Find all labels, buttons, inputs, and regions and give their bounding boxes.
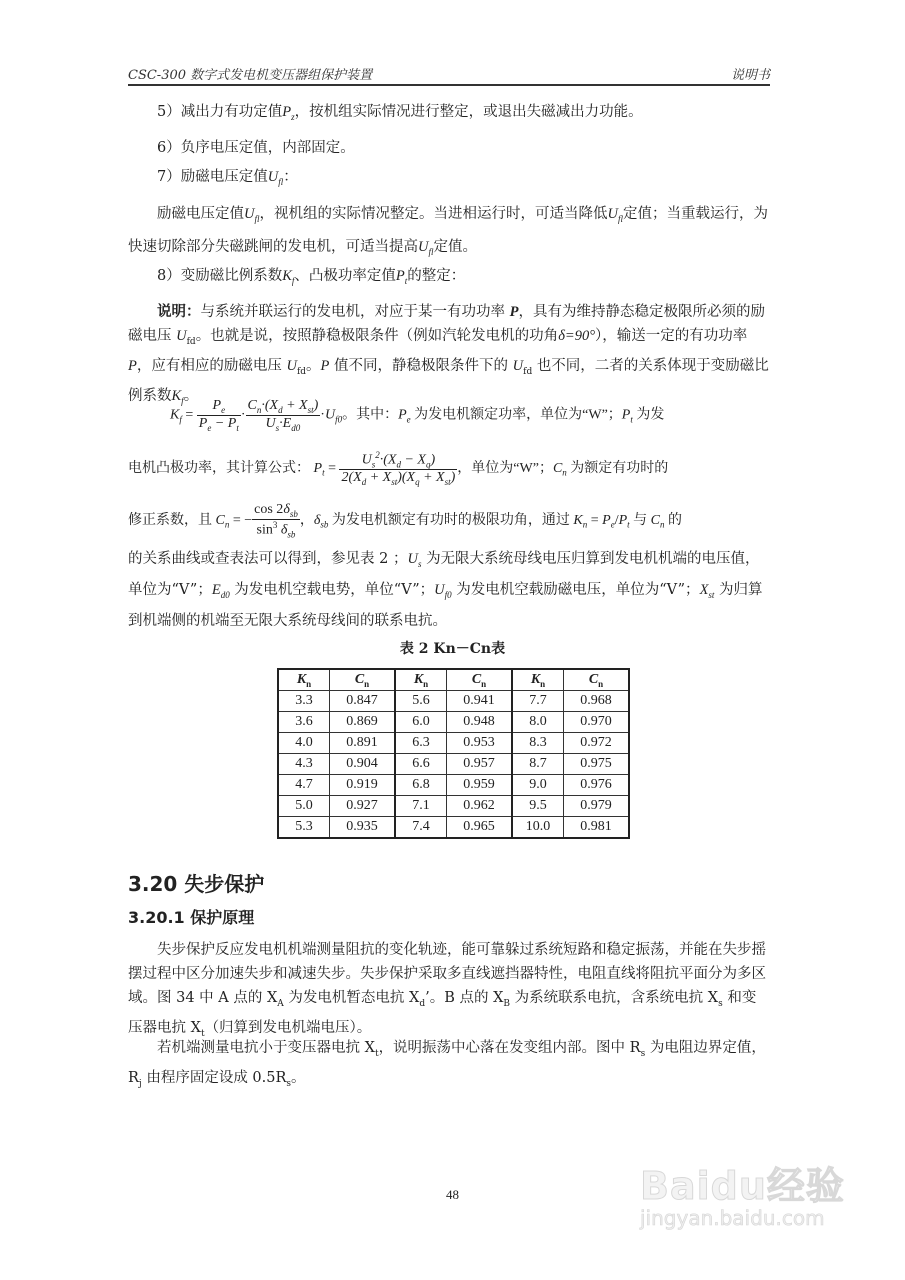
table-caption: 表 2 Kn－Cn表 [399,641,506,657]
cn-cell: 0.976 [564,775,630,796]
item-7-description: 励磁电压定值$U_{fl}$，视机组的实际情况整定。当进相运行时，可适当降低$U_{fl}$定值；当重载运行，为快速切除部分失磁跳闸的发电机，可适当提高$U_{fl}$定值。 [128,206,768,257]
cn-cell: 0.979 [564,796,630,817]
table-row [278,775,629,796]
kn-cell: 7.4 [395,817,447,839]
cn-cell: 0.927 [330,796,396,817]
kn-cell: 3.3 [278,691,330,712]
header-doc-type: 说明书 [730,68,770,83]
cn-cell: 0.968 [564,691,630,712]
kn-cell: 6.0 [395,712,447,733]
table-row [278,754,629,775]
watermark-logo: Baidu经验 [640,1164,845,1208]
cn-cell: 0.904 [330,754,396,775]
item-6: 6）负序电压定值，内部固定。 [157,140,355,156]
cn-cell: 0.972 [564,733,630,754]
watermark-url: jingyan.baidu.com [640,1206,825,1230]
kn-cell: 7.7 [512,691,564,712]
cn-cell: 0.957 [447,754,513,775]
cn-cell: 0.965 [447,817,513,839]
kn-cell: 10.0 [512,817,564,839]
kn-cell: 3.6 [278,712,330,733]
kn-cell: 6.3 [395,733,447,754]
page-number: 48 [446,1187,459,1202]
table-header-row: $K_n$ $C_n$ $K_n$ $C_n$ $K_n$ $C_n$ [278,669,629,691]
kn-cell: 6.6 [395,754,447,775]
kn-cell: 5.6 [395,691,447,712]
formula-kf: $K_f$ = $\frac{P_e}{P_e - P_t}$ · $\frac{C_n\cdot(X_d + X_{st})}{U_s\cdot E_{d0}}$ $\cdot U_{f0}$。其中：$P_e$ 为发电机额定功率，单位为“W”；$P_t$ 为发 [170,398,665,433]
cn-cell: 0.981 [564,817,630,839]
kn-cell: 9.0 [512,775,564,796]
cn-cell: 0.935 [330,817,396,839]
cn-cell: 0.975 [564,754,630,775]
formula-pt: 电机凸极功率，其计算公式： $P_t$ = $\frac{U_s^2\cdot(X_d - X_q)}{2(X_d + X_{st})(X_q + X_{st})}$ ，单位为“W”；$C_n$ 为额定有功时的 [128,450,669,488]
kn-cell: 5.0 [278,796,330,817]
cn-cell: 0.959 [447,775,513,796]
kn-cell: 6.8 [395,775,447,796]
kn-cell: 4.7 [278,775,330,796]
kn-cell: 8.3 [512,733,564,754]
section-heading: 3.20 失步保护 [128,872,265,896]
kn-cell: 4.3 [278,754,330,775]
kn-cell: 8.0 [512,712,564,733]
kn-cell: 4.0 [278,733,330,754]
baidu-jingyan-watermark [640,1155,870,1235]
table-row [278,796,629,817]
subsection-heading: 3.20.1 保护原理 [128,908,255,927]
kn-cn-table [277,668,630,839]
item-8: 8）变励磁比例系数$K_f$、凸极功率定值$P_t$的整定： [157,268,466,286]
cn-cell: 0.948 [447,712,513,733]
formula-cn: 修正系数，且 $C_n$ = − $\frac{\cos 2\delta_{sb}}{\sin^3 \delta_{sb}}$ ，$\delta_{sb}$ 为发电机额定有功时的极限功角，通过 $K_n = P_e/P_t$ 与 $C_n$ 的 [128,502,682,540]
table-row [278,691,629,712]
item-5: 5）减出力有功定值$P_z$，按机组实际情况进行整定，或退出失磁减出力功能。 [157,104,643,122]
table-row [278,733,629,754]
explanation-label: 说明： [157,303,201,320]
cn-cell: 0.891 [330,733,396,754]
table-row [278,817,629,839]
header-title: CSC-300 数字式发电机变压器组保护装置 [128,68,373,83]
kn-cell: 9.5 [512,796,564,817]
principle-paragraph-1: 失步保护反应发电机机端测量阻抗的变化轨迹，能可靠躲过系统短路和稳定振荡，并能在失步摇摆过程中区分加速失步和减速失步。失步保护采取多直线遮挡器特性，电阻直线将阻抗平面分为多区域。图 34 中 A 点的 $X_A$ 为发电机暂态电抗 $X_d$’。B 点的 $X_B$ 为系统联系电抗，含系统电抗 $X_s$ 和变压器电抗 $X_t$（归算到发电机端电压）。 [128,942,766,1039]
explanation-paragraph: 说明：与系统并联运行的发电机，对应于某一有功功率 P，具有为维持静态稳定极限所必须的励磁电压 $U_{fd}$。也就是说，按照静稳极限条件（例如汽轮发电机的功角δ=90°），输送一定的有功功率 P，应有相应的励磁电压 $U_{fd}$。P 值不同，静稳极限条件下的 $U_{fd}$ 也不同，二者的关系体现于变励磁比例系数$K_f$。 [128,303,769,406]
cn-cell: 0.970 [564,712,630,733]
cn-cell: 0.962 [447,796,513,817]
page-header [128,62,770,86]
cn-cell: 0.847 [330,691,396,712]
table-row [278,712,629,733]
cn-cell: 0.869 [330,712,396,733]
kn-cell: 7.1 [395,796,447,817]
variable-definitions: 的关系曲线或查表法可以得到，参见表 2 ；$U_s$ 为无限大系统母线电压归算到发电机机端的电压值，单位为“V”；$E_{d0}$ 为发电机空载电势，单位“V”；$U_{f0}$ 为发电机空载励磁电压，单位为“V”；$X_{st}$ 为归算到机端侧的机端至无限大系统母线间的联系电抗。 [128,551,763,629]
cn-cell: 0.953 [447,733,513,754]
item-7: 7）励磁电压定值$U_{fl}$： [157,169,298,187]
cn-cell: 0.941 [447,691,513,712]
cn-cell: 0.919 [330,775,396,796]
kn-cell: 8.7 [512,754,564,775]
principle-paragraph-2: 若机端测量电抗小于变压器电抗 $X_t$，说明振荡中心落在发变组内部。图中 $R_s$ 为电阻边界定值，$R_j$ 由程序固定设成 $0.5R_s$。 [128,1040,766,1089]
kn-cell: 5.3 [278,817,330,839]
